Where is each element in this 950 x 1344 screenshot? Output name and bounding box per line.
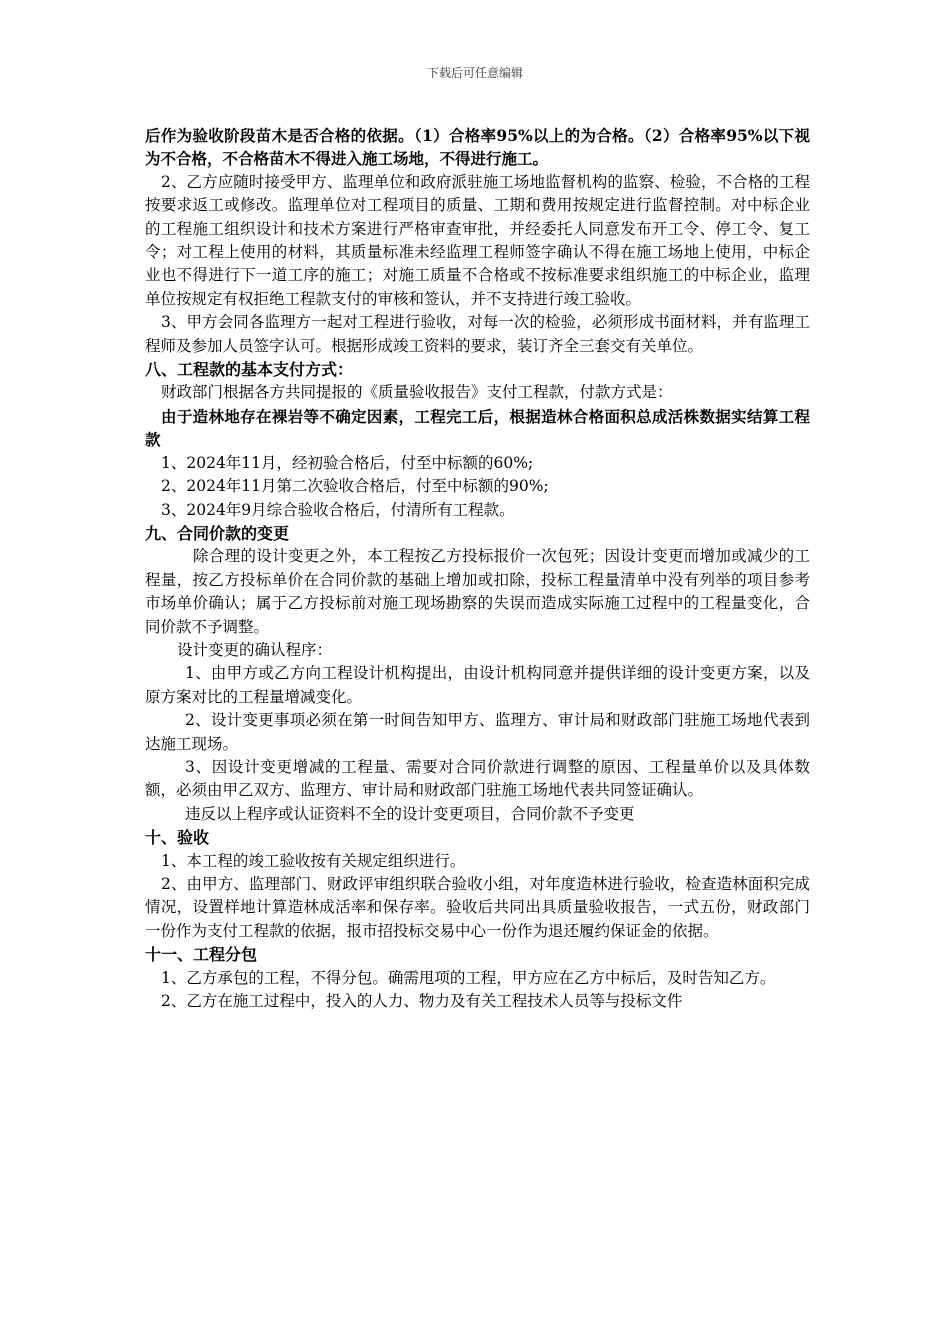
paragraph: 违反以上程序或认证资料不全的设计变更项目，合同价款不予变更	[185, 804, 635, 823]
paragraph: 财政部门根据各方共同提报的《质量验收报告》支付工程款，付款方式是：	[161, 383, 673, 402]
document-body	[145, 124, 810, 1013]
list-item: 1、2024年11月，经初验合格后，付至中标额的60%;	[161, 453, 534, 472]
paragraph: 由于造林地存在裸岩等不确定因素，工程完工后，根据造林合格面积总成活株数据实结算工程款	[145, 406, 810, 450]
section-heading: 九、合同价款的变更	[145, 523, 290, 543]
page-header: 下载后可任意编辑	[426, 66, 523, 80]
paragraph: 后作为验收阶段苗木是否合格的依据。（1）合格率95%以上的为合格。（2）合格率95%以下视为不合格，不合格苗木不得进入施工场地，不得进行施工。	[145, 126, 810, 169]
paragraph: 设计变更的确认程序：	[177, 640, 333, 659]
paragraph: 3、甲方会同各监理方一起对工程进行验收，对每一次的检验，必须形成书面材料，并有监理工程师及参加人员签字认可。根据形成竣工资料的要求，装订齐全三套交有关单位。	[145, 313, 810, 355]
section-heading: 八、工程款的基本支付方式：	[145, 360, 354, 380]
section-heading: 十、验收	[145, 828, 210, 848]
paragraph: 2、乙方应随时接受甲方、监理单位和政府派驻施工场地监督机构的监察、检验，不合格的工程按要求返工或修改。监理单位对工程项目的质量、工期和费用按规定进行监督控制。对中标企业的工程施工组织设计和技术方案进行严格审查审批，并经委托人同意发布开工令、停工令、复工令；对工程上使用的材料，其质量标准未经监理工程师签字确认不得在施工场地上使用，中标企业也不得进行下一道工序的施工；对施工质量不合格或不按标准要求组织施工的中标企业，监理单位按规定有权拒绝工程款支付的审核和签认，并不支持进行竣工验收。	[145, 172, 810, 308]
list-item: 2、由甲方、监理部门、财政评审组织联合验收小组，对年度造林进行验收，检查造林面积完成情况，设置样地计算造林成活率和保存率。验收后共同出具质量验收报告，一式五份，财政部门一份作为支付工程款的依据，报市招投标交易中心一份作为退还履约保证金的依据。	[145, 875, 810, 940]
list-item: 1、本工程的竣工验收按有关规定组织进行。	[161, 851, 466, 870]
list-item: 3、因设计变更增减的工程量、需要对合同价款进行调整的原因、工程量单价以及具体数额，必须由甲乙双方、监理方、审计局和财政部门驻施工场地代表共同签证确认。	[145, 757, 810, 800]
paragraph: 除合理的设计变更之外，本工程按乙方投标报价一次包死；因设计变更而增加或减少的工程量，按乙方投标单价在合同价款的基础上增加或扣除，投标工程量清单中没有列举的项目参考市场单价确认；属于乙方投标前对施工现场勘察的失误而造成实际施工过程中的工程量变化，合同价款不予调整。	[145, 547, 810, 636]
list-item: 2、2024年11月第二次验收合格后，付至中标额的90%;	[161, 477, 549, 496]
section-heading: 十一、工程分包	[145, 945, 258, 965]
list-item: 1、由甲方或乙方向工程设计机构提出，由设计机构同意并提供详细的设计变更方案，以及原方案对比的工程量增减变化。	[145, 664, 810, 706]
list-item: 3、2024年9月综合验收合格后，付清所有工程款。	[161, 500, 515, 519]
list-item: 1、乙方承包的工程，不得分包。确需甩项的工程，甲方应在乙方中标后，及时告知乙方。	[161, 968, 776, 987]
list-item: 2、乙方在施工过程中，投入的人力、物力及有关工程技术人员等与投标文件	[161, 992, 683, 1011]
list-item: 2、设计变更事项必须在第一时间告知甲方、监理方、审计局和财政部门驻施工场地代表到达施工现场。	[145, 711, 810, 753]
